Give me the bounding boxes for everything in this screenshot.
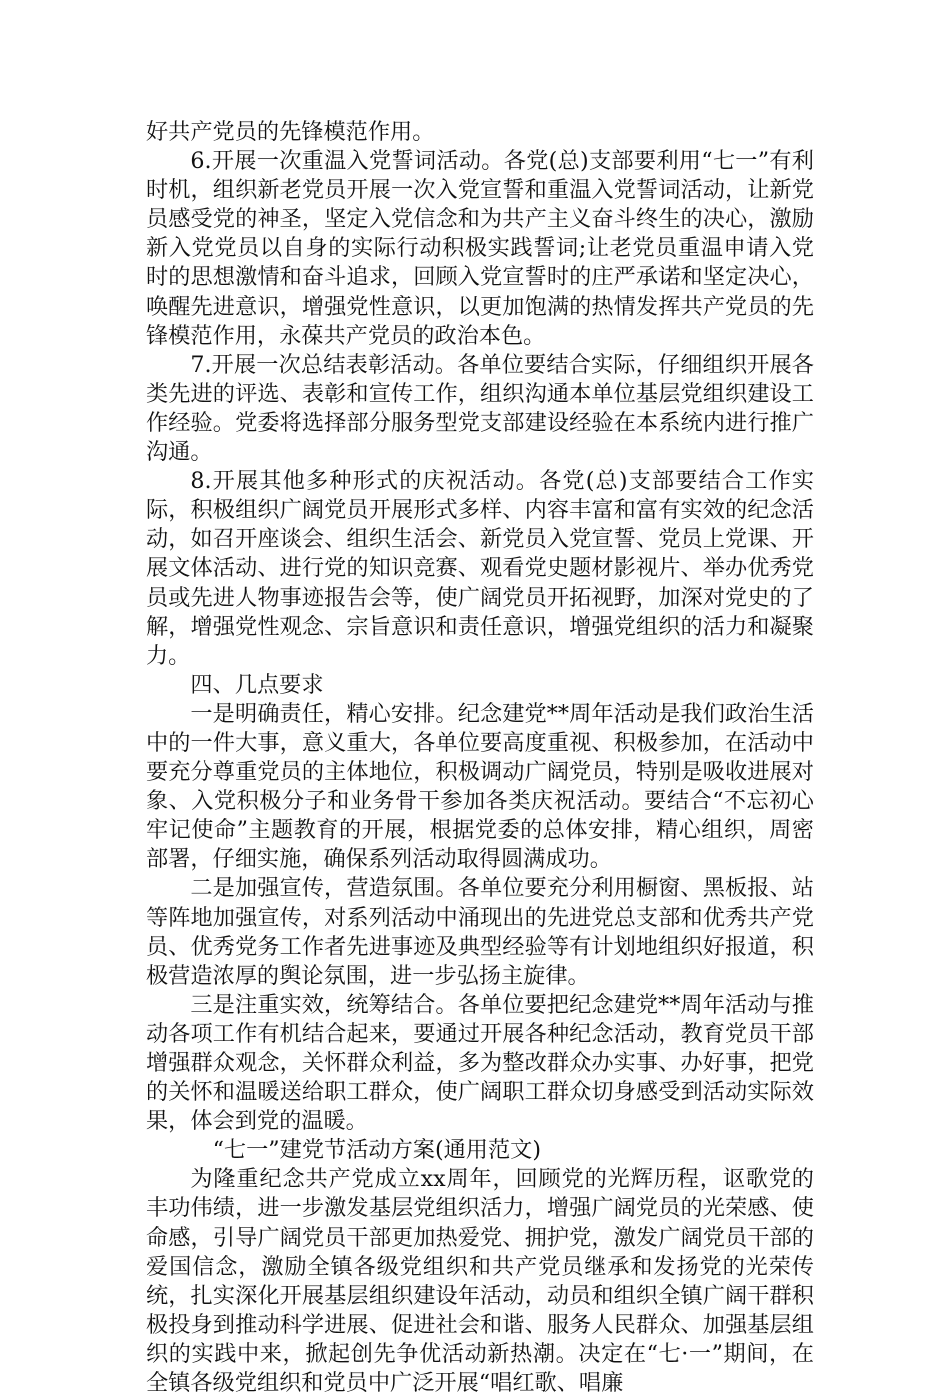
- section-heading-requirements: 四、几点要求: [190, 671, 324, 698]
- document-body: [146, 118, 814, 1398]
- paragraph-requirement-2: 二是加强宣传，营造氛围。各单位要充分利用橱窗、黑板报、站等阵地加强宣传，对系列活动中涌现出的先进党总支部和优秀共产党员、优秀党务工作者先进事迹及典型经验等有计划地组织好报道，积极营造浓厚的舆论氛围，进一步弘扬主旋律。: [146, 875, 814, 989]
- paragraph-item-6: 6.开展一次重温入党誓词活动。各党(总)支部要利用“七一”有利时机，组织新老党员开展一次入党宣誓和重温入党誓词活动，让新党员感受党的神圣，坚定入党信念和为共产主义奋斗终生的决心，激励新入党党员以自身的实际行动积极实践誓词;让老党员重温申请入党时的思想激情和奋斗追求，回顾入党宣誓时的庄严承诺和坚定决心，唤醒先进意识，增强党性意识，以更加饱满的热情发挥共产党员的先锋模范作用，永葆共产党员的政治本色。: [146, 148, 814, 349]
- paragraph-intro: 为隆重纪念共产党成立xx周年，回顾党的光辉历程，讴歌党的丰功伟绩，进一步激发基层党组织活力，增强广阔党员的光荣感、使命感，引导广阔党员干部更加热爱党、拥护党，激发广阔党员干部的爱国信念，激励全镇各级党组织和共产党员继承和发扬党的光荣传统，扎实深化开展基层组织建设年活动，动员和组织全镇广阔干群积极投身到推动科学进展、促进社会和谐、服务人民群众、加强基层组织的实践中来，掀起创先争优活动新热潮。决定在“七·一”期间，在全镇各级党组织和党员中广泛开展“唱红歌、唱廉: [146, 1166, 814, 1397]
- paragraph-continuation: 好共产党员的先锋模范作用。: [146, 119, 435, 145]
- document-title: “七一”建党节活动方案(通用范文): [212, 1137, 542, 1164]
- paragraph-item-7: 7.开展一次总结表彰活动。各单位要结合实际，仔细组织开展各类先进的评选、表彰和宣传工作，组织沟通本单位基层党组织建设工作经验。党委将选择部分服务型党支部建设经验在本系统内进行推广沟通。: [146, 351, 814, 466]
- paragraph-requirement-3: 三是注重实效，统筹结合。各单位要把纪念建党**周年活动与推动各项工作有机结合起来，要通过开展各种纪念活动，教育党员干部增强群众观念，关怀群众利益，多为整改群众办实事、办好事，把党的关怀和温暖送给职工群众，使广阔职工群众切身感受到活动实际效果，体会到党的温暖。: [146, 991, 814, 1135]
- paragraph-item-8: 8.开展其他多种形式的庆祝活动。各党(总)支部要结合工作实际，积极组织广阔党员开展形式多样、内容丰富和富有实效的纪念活动，如召开座谈会、组织生活会、新党员入党宣誓、党员上党课、开展文体活动、进行党的知识竞赛、观看党史题材影视片、举办优秀党员或先进人物事迹报告会等，使广阔党员开拓视野，加深对党史的了解，增强党性观念、宗旨意识和责任意识，增强党组织的活力和凝聚力。: [146, 468, 814, 669]
- paragraph-requirement-1: 一是明确责任，精心安排。纪念建党**周年活动是我们政治生活中的一件大事，意义重大，各单位要高度重视、积极参加，在活动中要充分尊重党员的主体地位，积极调动广阔党员，特别是吸收进展对象、入党积极分子和业务骨干参加各类庆祝活动。要结合“不忘初心牢记使命”主题教育的开展，根据党委的总体安排，精心组织，周密部署，仔细实施，确保系列活动取得圆满成功。: [146, 700, 814, 873]
